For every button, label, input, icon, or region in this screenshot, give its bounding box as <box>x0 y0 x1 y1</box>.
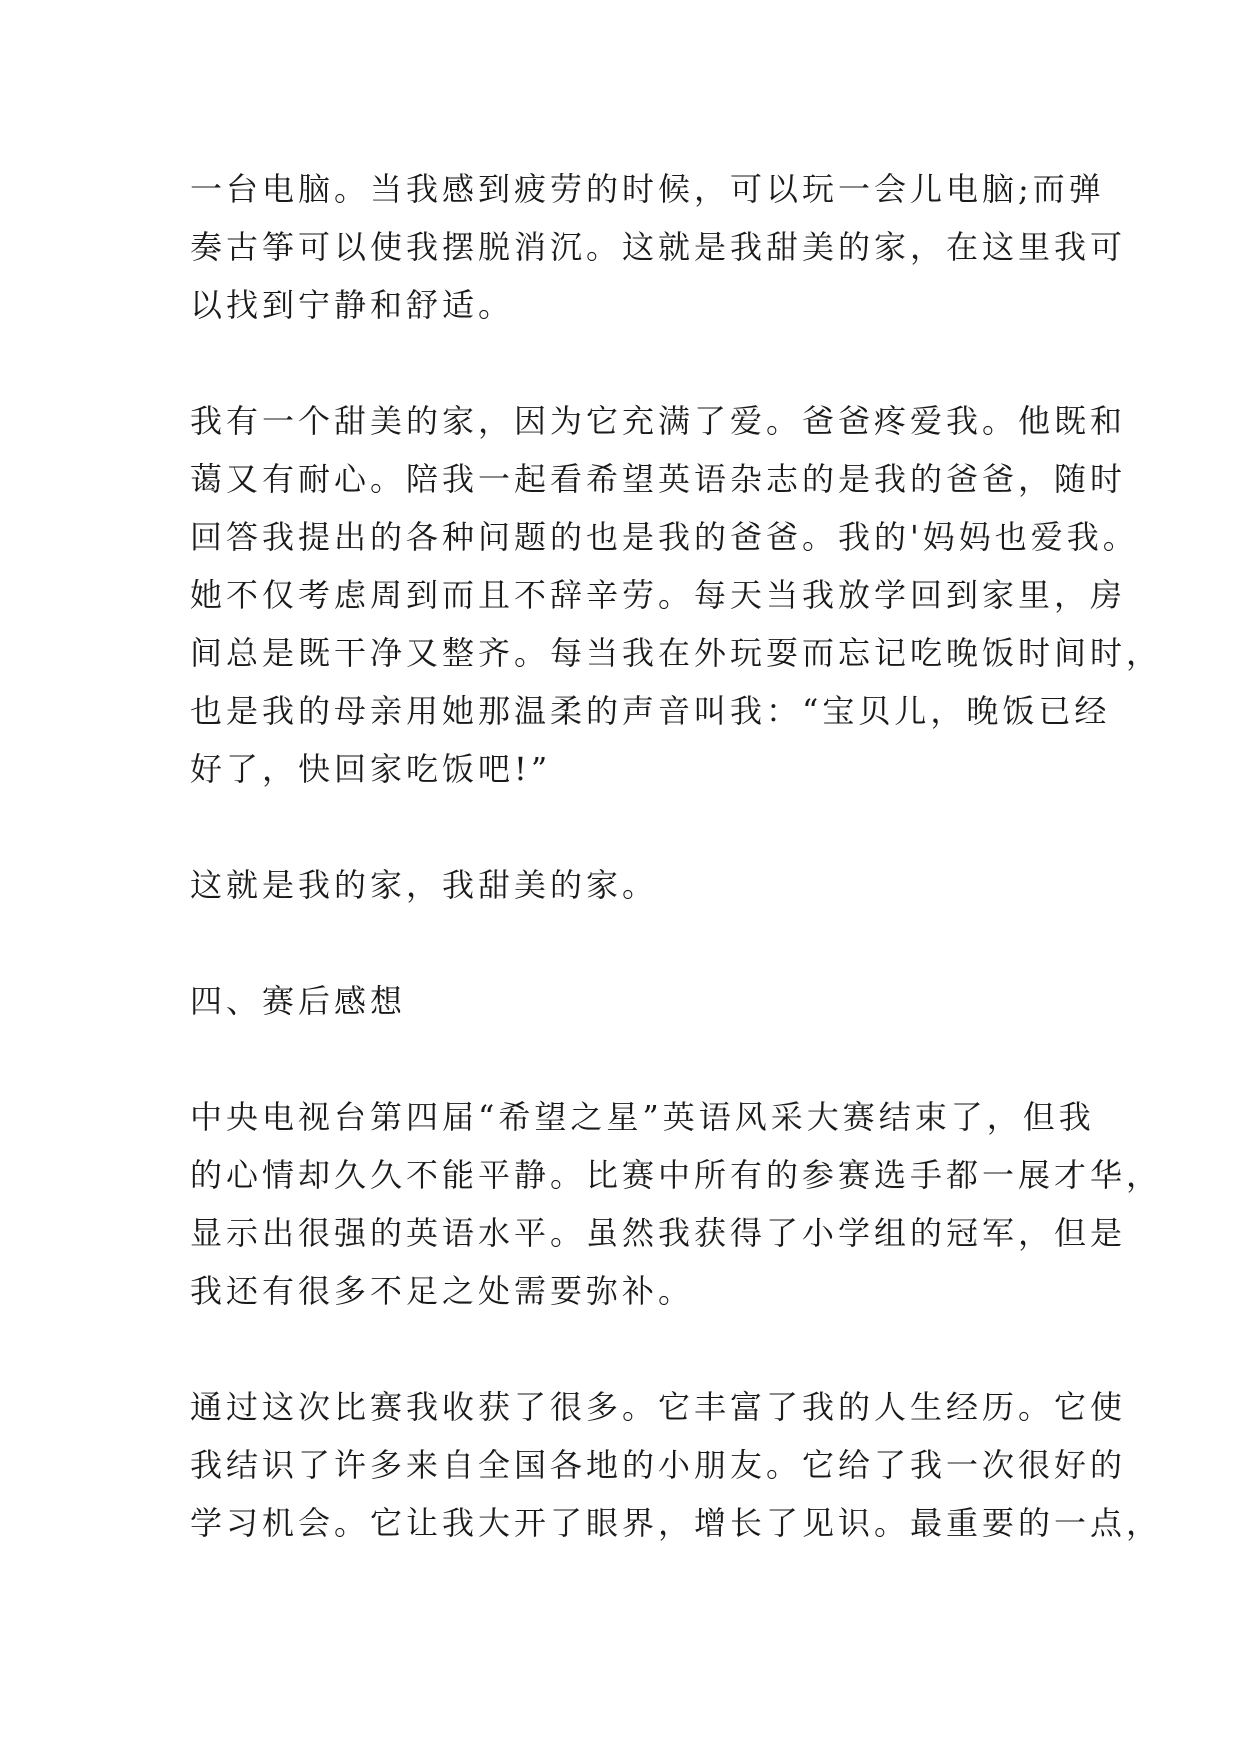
text-line: 我还有很多不足之处需要弥补。 <box>190 1272 695 1310</box>
text-line: 我结识了许多来自全国各地的小朋友。它给了我一次很好的 <box>190 1446 1127 1484</box>
text-line: 回答我提出的各种问题的也是我的爸爸。我的'妈妈也爱我。 <box>190 518 1139 556</box>
text-line: 奏古筝可以使我摆脱消沉。这就是我甜美的家，在这里我可 <box>190 228 1127 266</box>
text-line: 这就是我的家，我甜美的家。 <box>190 866 659 904</box>
text-line: 通过这次比赛我收获了很多。它丰富了我的人生经历。它使 <box>190 1388 1127 1426</box>
text-line: 她不仅考虑周到而且不辞辛劳。每天当我放学回到家里，房 <box>190 576 1127 614</box>
text-line: 以找到宁静和舒适。 <box>190 286 515 324</box>
paragraph-home-computer <box>190 160 1127 334</box>
text-line: 好了，快回家吃饭吧!” <box>190 750 552 788</box>
text-line: 间总是既干净又整齐。每当我在外玩耍而忘记吃晚饭时间时， <box>190 634 1163 672</box>
text-line: 显示出很强的英语水平。虽然我获得了小学组的冠军，但是 <box>190 1214 1127 1252</box>
text-line: 中央电视台第四届“希望之星”英语风采大赛结束了，但我 <box>190 1098 1095 1136</box>
paragraph-home-summary <box>190 856 1070 914</box>
paragraph-home-love <box>190 392 1163 798</box>
text-line: 我有一个甜美的家，因为它充满了爱。爸爸疼爱我。他既和 <box>190 402 1127 440</box>
text-line: 学习机会。它让我大开了眼界，增长了见识。最重要的一点， <box>190 1504 1163 1542</box>
text-line: 蔼又有耐心。陪我一起看希望英语杂志的是我的爸爸，随时 <box>190 460 1127 498</box>
section-heading: 四、赛后感想 <box>190 982 407 1020</box>
text-line: 的心情却久久不能平静。比赛中所有的参赛选手都一展才华， <box>190 1156 1163 1194</box>
paragraph-contest-feelings <box>190 1088 1163 1320</box>
document-body <box>190 160 1163 1610</box>
paragraph-contest-gains <box>190 1378 1163 1552</box>
text-line: 也是我的母亲用她那温柔的声音叫我：“宝贝儿，晚饭已经 <box>190 692 1111 730</box>
text-line: 一台电脑。当我感到疲劳的时候，可以玩一会儿电脑;而弹 <box>190 170 1105 208</box>
